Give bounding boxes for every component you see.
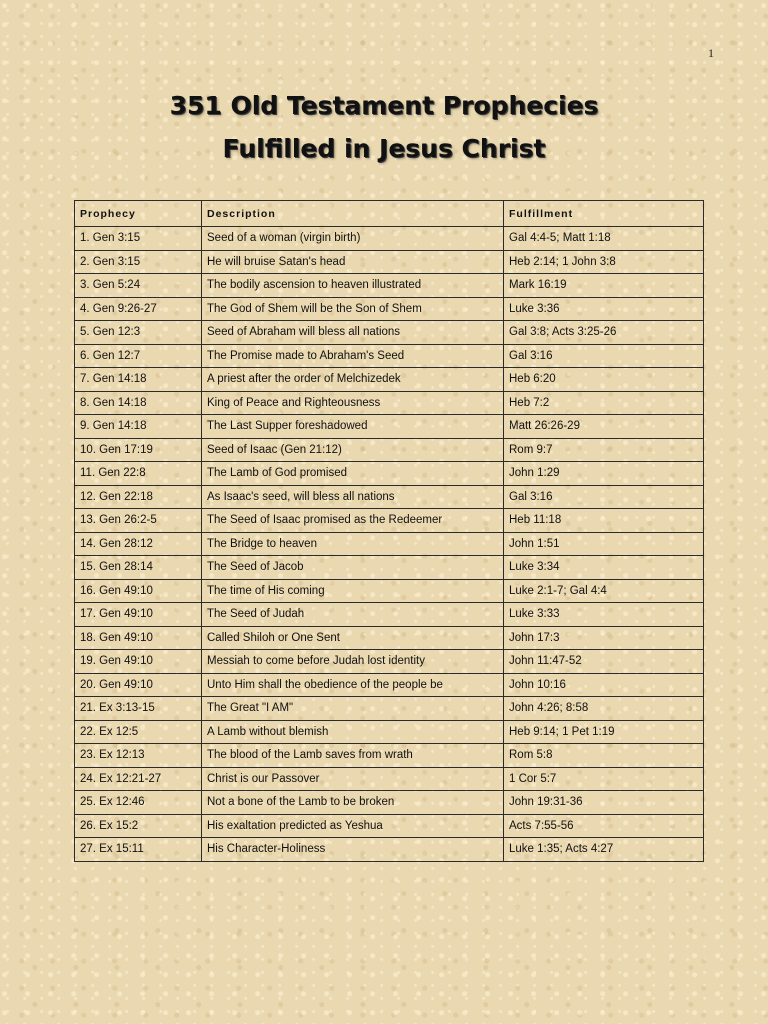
description-cell: A priest after the order of Melchizedek <box>202 368 504 392</box>
column-header-description: Description <box>202 201 504 227</box>
table-row <box>75 556 704 580</box>
description-cell: His Character-Holiness <box>202 838 504 862</box>
fulfillment-cell: Luke 2:1-7; Gal 4:4 <box>504 579 704 603</box>
prophecy-cell: 12. Gen 22:18 <box>75 485 202 509</box>
table-row <box>75 767 704 791</box>
prophecy-table <box>74 200 704 862</box>
table-row <box>75 250 704 274</box>
table-body <box>75 227 704 862</box>
description-cell: Unto Him shall the obedience of the people be <box>202 673 504 697</box>
description-cell: The God of Shem will be the Son of Shem <box>202 297 504 321</box>
description-cell: The bodily ascension to heaven illustrated <box>202 274 504 298</box>
page-number: 1 <box>708 46 714 60</box>
table-row <box>75 744 704 768</box>
table-row <box>75 297 704 321</box>
fulfillment-cell: Heb 2:14; 1 John 3:8 <box>504 250 704 274</box>
table-row <box>75 344 704 368</box>
fulfillment-cell: Matt 26:26-29 <box>504 415 704 439</box>
fulfillment-cell: Rom 5:8 <box>504 744 704 768</box>
table-row <box>75 532 704 556</box>
fulfillment-cell: Heb 6:20 <box>504 368 704 392</box>
prophecy-cell: 15. Gen 28:14 <box>75 556 202 580</box>
prophecy-cell: 10. Gen 17:19 <box>75 438 202 462</box>
fulfillment-cell: John 1:29 <box>504 462 704 486</box>
table-row <box>75 485 704 509</box>
description-cell: The time of His coming <box>202 579 504 603</box>
prophecy-cell: 1. Gen 3:15 <box>75 227 202 251</box>
description-cell: Seed of a woman (virgin birth) <box>202 227 504 251</box>
title-line-1: 351 Old Testament Prophecies <box>169 91 599 120</box>
prophecy-cell: 7. Gen 14:18 <box>75 368 202 392</box>
description-cell: Seed of Isaac (Gen 21:12) <box>202 438 504 462</box>
fulfillment-cell: John 17:3 <box>504 626 704 650</box>
title-line-2: Fulfilled in Jesus Christ <box>222 134 546 163</box>
prophecy-cell: 16. Gen 49:10 <box>75 579 202 603</box>
page-title <box>0 84 768 170</box>
fulfillment-cell: Heb 7:2 <box>504 391 704 415</box>
prophecy-cell: 6. Gen 12:7 <box>75 344 202 368</box>
description-cell: The Lamb of God promised <box>202 462 504 486</box>
fulfillment-cell: Luke 1:35; Acts 4:27 <box>504 838 704 862</box>
prophecy-cell: 17. Gen 49:10 <box>75 603 202 627</box>
fulfillment-cell: Luke 3:34 <box>504 556 704 580</box>
prophecy-cell: 9. Gen 14:18 <box>75 415 202 439</box>
fulfillment-cell: John 11:47-52 <box>504 650 704 674</box>
prophecy-cell: 20. Gen 49:10 <box>75 673 202 697</box>
table-row <box>75 227 704 251</box>
table-row <box>75 673 704 697</box>
fulfillment-cell: Luke 3:36 <box>504 297 704 321</box>
description-cell: Messiah to come before Judah lost identity <box>202 650 504 674</box>
description-cell: He will bruise Satan's head <box>202 250 504 274</box>
table-row <box>75 838 704 862</box>
table-row <box>75 368 704 392</box>
fulfillment-cell: Rom 9:7 <box>504 438 704 462</box>
description-cell: King of Peace and Righteousness <box>202 391 504 415</box>
prophecy-cell: 19. Gen 49:10 <box>75 650 202 674</box>
fulfillment-cell: Gal 4:4-5; Matt 1:18 <box>504 227 704 251</box>
description-cell: The blood of the Lamb saves from wrath <box>202 744 504 768</box>
fulfillment-cell: Acts 7:55-56 <box>504 814 704 838</box>
fulfillment-cell: Gal 3:16 <box>504 344 704 368</box>
column-header-prophecy: Prophecy <box>75 201 202 227</box>
prophecy-cell: 26. Ex 15:2 <box>75 814 202 838</box>
prophecy-cell: 11. Gen 22:8 <box>75 462 202 486</box>
description-cell: As Isaac's seed, will bless all nations <box>202 485 504 509</box>
column-header-fulfillment: Fulfillment <box>504 201 704 227</box>
prophecy-cell: 5. Gen 12:3 <box>75 321 202 345</box>
description-cell: The Seed of Judah <box>202 603 504 627</box>
description-cell: The Promise made to Abraham's Seed <box>202 344 504 368</box>
table-row <box>75 274 704 298</box>
fulfillment-cell: John 1:51 <box>504 532 704 556</box>
prophecy-cell: 27. Ex 15:11 <box>75 838 202 862</box>
table-row <box>75 579 704 603</box>
table-header-row <box>75 201 704 227</box>
table-row <box>75 321 704 345</box>
table-row <box>75 462 704 486</box>
prophecy-cell: 23. Ex 12:13 <box>75 744 202 768</box>
table-row <box>75 720 704 744</box>
description-cell: The Seed of Isaac promised as the Redeemer <box>202 509 504 533</box>
table-row <box>75 415 704 439</box>
fulfillment-cell: John 4:26; 8:58 <box>504 697 704 721</box>
table-row <box>75 438 704 462</box>
fulfillment-cell: Mark 16:19 <box>504 274 704 298</box>
table-row <box>75 603 704 627</box>
description-cell: The Great "I AM" <box>202 697 504 721</box>
prophecy-cell: 25. Ex 12:46 <box>75 791 202 815</box>
description-cell: Not a bone of the Lamb to be broken <box>202 791 504 815</box>
table-row <box>75 509 704 533</box>
fulfillment-cell: Luke 3:33 <box>504 603 704 627</box>
description-cell: The Seed of Jacob <box>202 556 504 580</box>
description-cell: Called Shiloh or One Sent <box>202 626 504 650</box>
prophecy-cell: 22. Ex 12:5 <box>75 720 202 744</box>
table-row <box>75 391 704 415</box>
description-cell: The Bridge to heaven <box>202 532 504 556</box>
description-cell: His exaltation predicted as Yeshua <box>202 814 504 838</box>
fulfillment-cell: Gal 3:8; Acts 3:25-26 <box>504 321 704 345</box>
prophecy-cell: 14. Gen 28:12 <box>75 532 202 556</box>
prophecy-cell: 4. Gen 9:26-27 <box>75 297 202 321</box>
fulfillment-cell: John 10:16 <box>504 673 704 697</box>
fulfillment-cell: Heb 9:14; 1 Pet 1:19 <box>504 720 704 744</box>
fulfillment-cell: 1 Cor 5:7 <box>504 767 704 791</box>
table-row <box>75 626 704 650</box>
prophecy-cell: 8. Gen 14:18 <box>75 391 202 415</box>
prophecy-cell: 3. Gen 5:24 <box>75 274 202 298</box>
prophecy-cell: 21. Ex 3:13-15 <box>75 697 202 721</box>
table-row <box>75 697 704 721</box>
prophecy-cell: 13. Gen 26:2-5 <box>75 509 202 533</box>
prophecy-cell: 18. Gen 49:10 <box>75 626 202 650</box>
prophecy-cell: 24. Ex 12:21-27 <box>75 767 202 791</box>
fulfillment-cell: Heb 11:18 <box>504 509 704 533</box>
description-cell: The Last Supper foreshadowed <box>202 415 504 439</box>
description-cell: Christ is our Passover <box>202 767 504 791</box>
table-row <box>75 814 704 838</box>
table-row <box>75 791 704 815</box>
description-cell: Seed of Abraham will bless all nations <box>202 321 504 345</box>
fulfillment-cell: John 19:31-36 <box>504 791 704 815</box>
prophecy-cell: 2. Gen 3:15 <box>75 250 202 274</box>
description-cell: A Lamb without blemish <box>202 720 504 744</box>
table-row <box>75 650 704 674</box>
fulfillment-cell: Gal 3:16 <box>504 485 704 509</box>
